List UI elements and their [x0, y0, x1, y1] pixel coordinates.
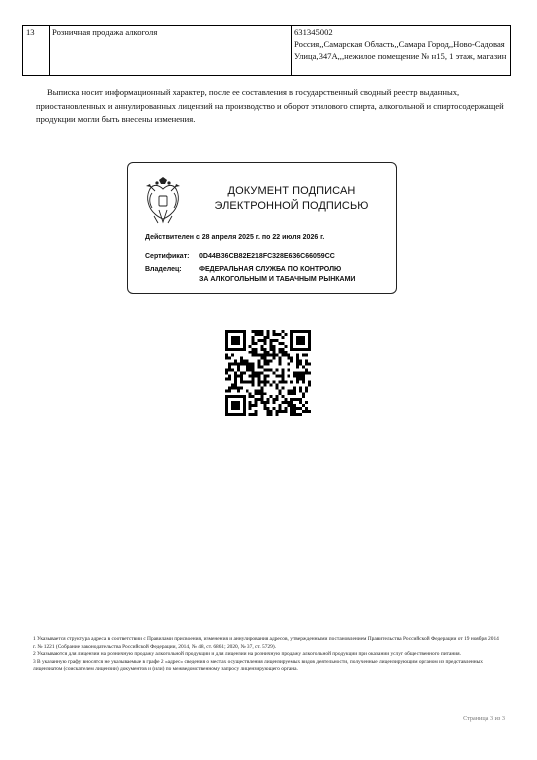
- address-text: Россия,,Самарская Область,,Самара Город,,Ново-Садовая Улица,347А,,,нежилое помещение № н15, 1 этаж, магазин: [294, 39, 507, 61]
- footnote-1: 1 Указывается структура адреса в соответствии с Правилами присвоения, изменения и аннулирования адресов, утвержденными постановлением Правительства Российской Федерации от 19 ноября 2014 г. № 1221 (Собрание законодательства Российской Федерации, 2014, № 48, ст. 6861; 2020, № 37, ст. 5729).: [33, 636, 499, 650]
- e-signature-stamp: [127, 162, 397, 294]
- owner-label: Владелец:: [145, 266, 182, 273]
- row-number: 13: [26, 27, 35, 37]
- footnote-3: 3 В указанную графу вносятся не указываемые в графе 2 «адрес» сведения о местах осуществления лицензируемых видов деятельности, полученные лицензирующим органом из представленных лицензиатом (соискателем лицензии) документов и (или) по межведомственному запросу лицензирующего органа.: [33, 658, 483, 673]
- license-table-row: [22, 25, 511, 76]
- certificate-value: 0D44B36CB82E218FC328E636C66059CC: [199, 253, 335, 260]
- owner-value: [199, 265, 355, 284]
- footnote-2: 2 Указываются для лицензии на розничную продажу алкогольной продукции и для лицензии на розничную продажу алкогольной продукции при оказании услуг общественного питания.: [33, 651, 462, 658]
- validity-period: Действителен с 28 апреля 2025 г. по 22 июля 2026 г.: [145, 234, 325, 241]
- certificate-label: Сертификат:: [145, 253, 190, 260]
- double-headed-eagle-icon: [140, 177, 186, 227]
- row-number-cell: [23, 26, 50, 75]
- activity-type: Розничная продажа алкоголя: [52, 27, 158, 37]
- page-number: Страница 3 из 3: [463, 715, 505, 722]
- stamp-title-line1: ДОКУМЕНТ ПОДПИСАН: [227, 185, 356, 197]
- activity-cell: [49, 26, 292, 75]
- footnotes: [33, 636, 503, 674]
- stamp-title-line2: ЭЛЕКТРОННОЙ ПОДПИСЬЮ: [214, 200, 369, 212]
- address-code: 631345002: [294, 27, 333, 37]
- notice-paragraph: Выписка носит информационный характер, после ее составления в государственный сводный реестр выданных, приостановленных и аннулированных лицензий на производство и оборот этилового спирта, алкогольной и спиртосодержащей продукции могли быть внесены изменения.: [36, 87, 504, 124]
- address-cell: [291, 26, 510, 75]
- qr-code: [225, 330, 311, 416]
- owner-line2: ЗА АЛКОГОЛЬНЫМ И ТАБАЧНЫМ РЫНКАМИ: [199, 275, 356, 283]
- owner-line1: ФЕДЕРАЛЬНАЯ СЛУЖБА ПО КОНТРОЛЮ: [199, 266, 342, 273]
- stamp-title: [194, 184, 389, 214]
